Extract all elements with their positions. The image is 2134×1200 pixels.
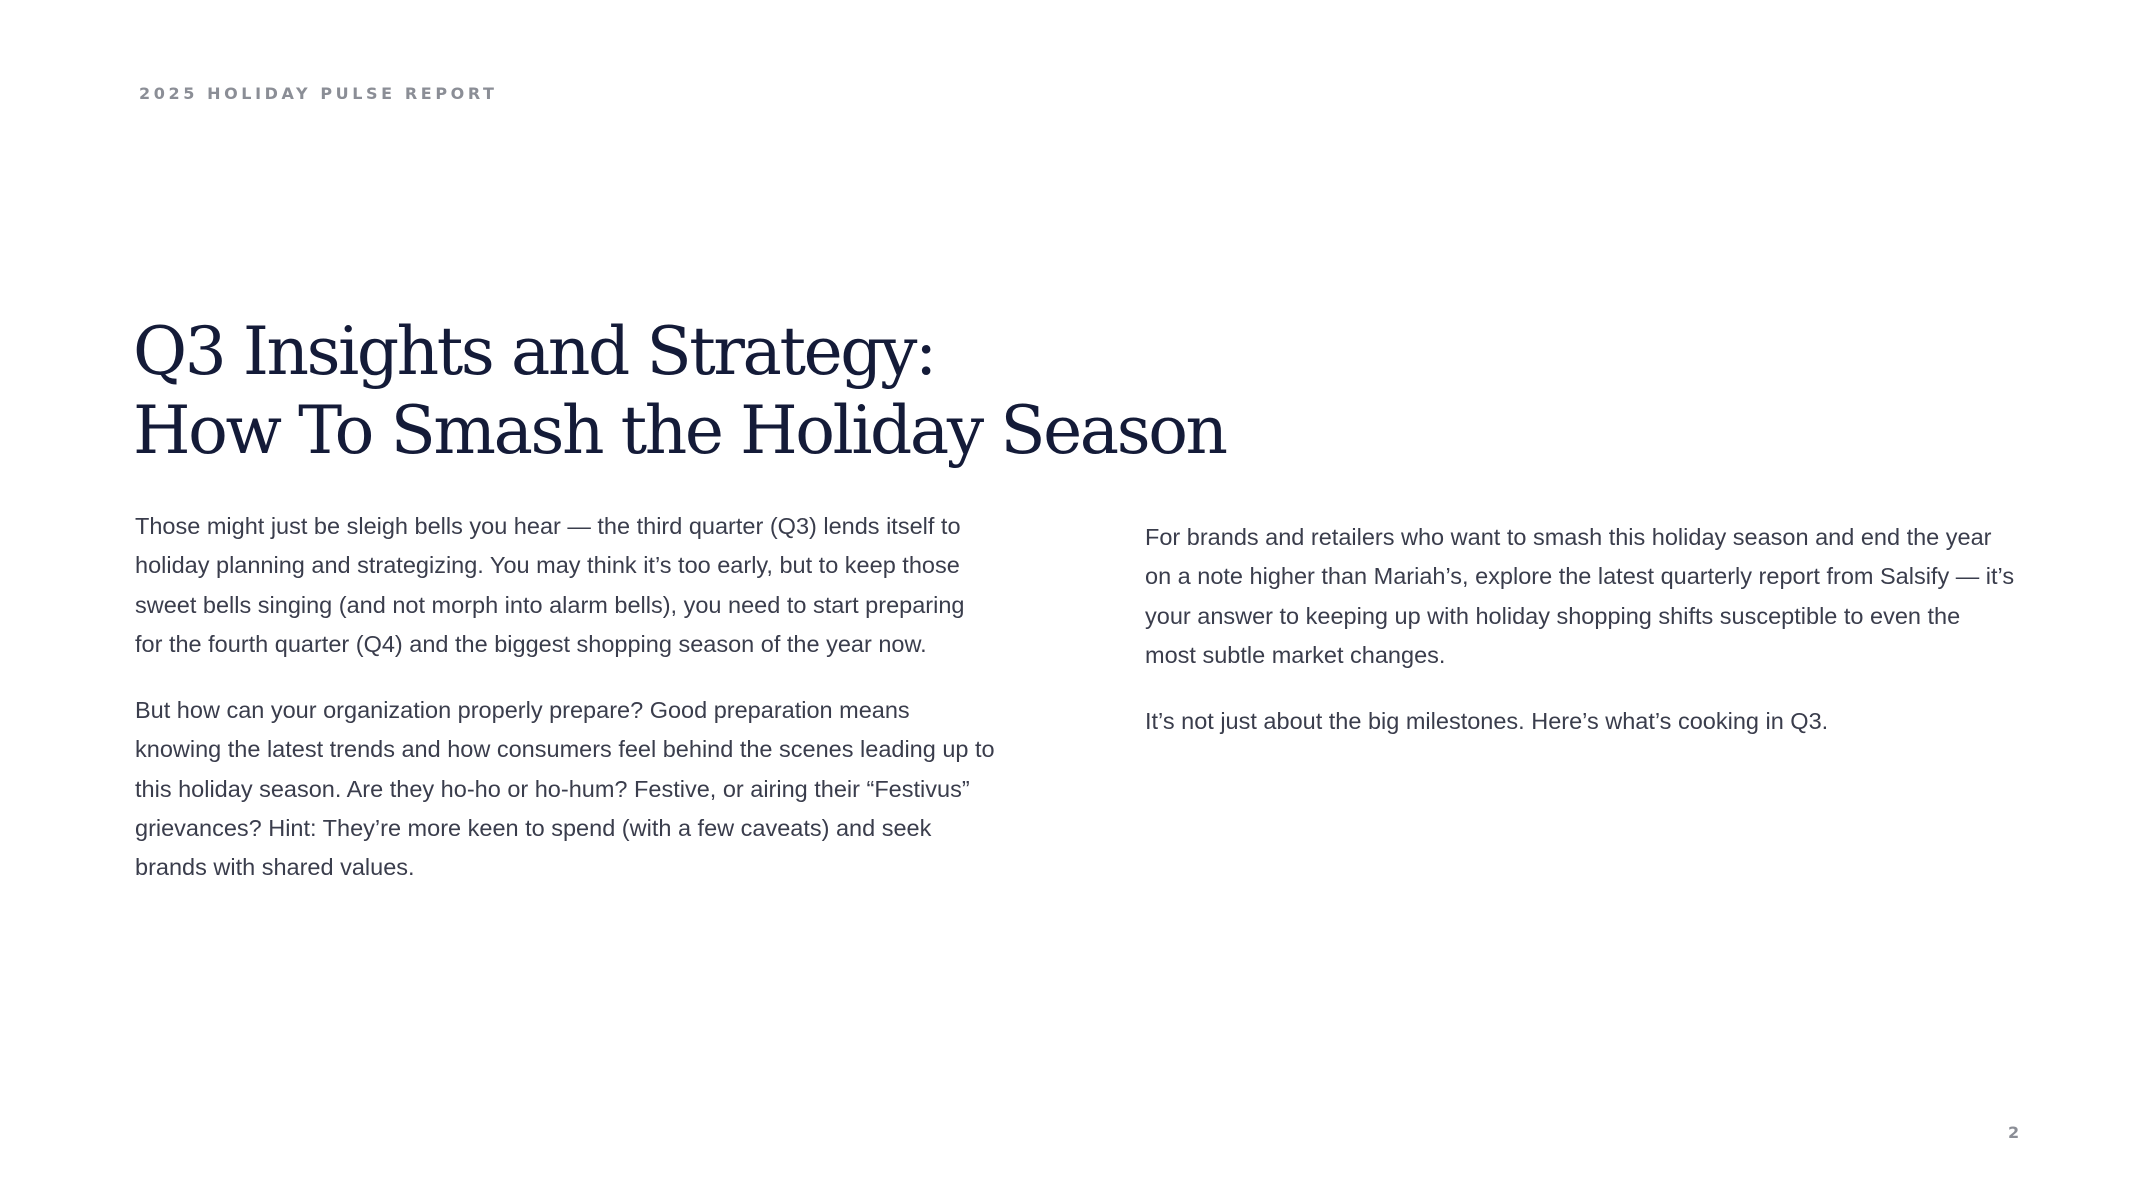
body-paragraph: But how can your organization properly prepare? Good preparation means knowing the latest trends and how consumers feel behind the scenes leading up to this holiday season. Are they ho-ho or ho-hum? Festive, or airing their “Festivus” grievances? Hint: They’re more keen to spend (with a few caveats) and seek brands with shared values. [135, 697, 995, 881]
page-number: 2 [2008, 1123, 2020, 1142]
body-paragraph: For brands and retailers who want to smash this holiday season and end the year on a note higher than Mariah’s, explore the latest quarterly report from Salsify — it’s your answer to keeping up with holiday shopping shifts susceptible to even the most subtle market changes. [1145, 524, 2015, 668]
page-title-line-2: How To Smash the Holiday Season [133, 392, 1226, 469]
body-paragraph: Those might just be sleigh bells you hear — the third quarter (Q3) lends itself to holiday planning and strategizing. You may think it’s too early, but to keep those sweet bells singing (and not morph into alarm bells), you need to start preparing for the fourth quarter (Q4) and the biggest shopping season of the year now. [135, 513, 965, 657]
body-paragraph: It’s not just about the big milestones. Here’s what’s cooking in Q3. [1145, 708, 1829, 735]
page-title-line-1: Q3 Insights and Strategy: [133, 313, 935, 390]
report-eyebrow: 2025 HOLIDAY PULSE REPORT [139, 84, 498, 103]
body-column-right [1145, 518, 2015, 768]
body-column-left [135, 507, 995, 915]
page-title [133, 312, 1226, 470]
